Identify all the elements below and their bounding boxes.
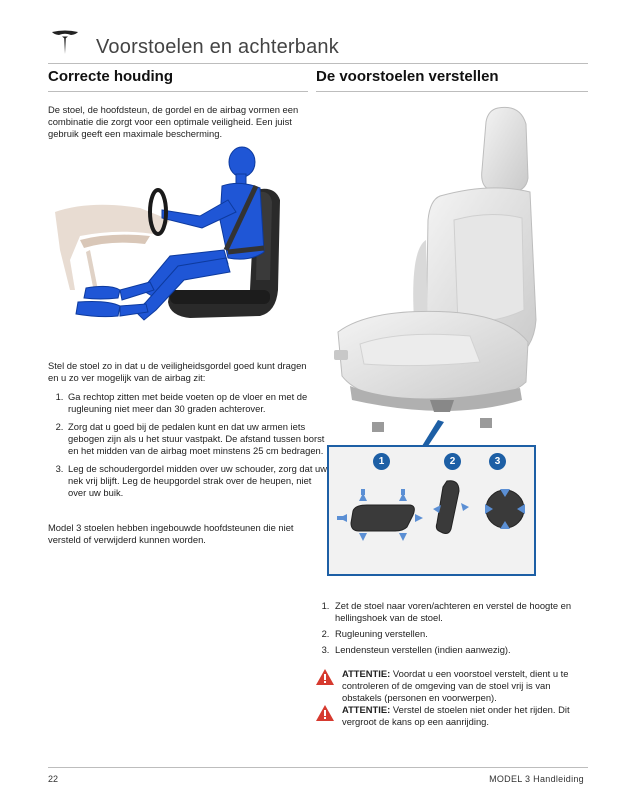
- adjust-step-3: 3. Lendensteun verstellen (indien aanwezig).: [332, 644, 594, 656]
- posture-step-1: 1. Ga rechtop zitten met beide voeten op de vloer en met de rugleuning niet meer dan 30 graden achterover.: [66, 391, 328, 415]
- lumbar-control-icon: [479, 483, 531, 535]
- manual-title: MODEL 3 Handleiding: [489, 774, 584, 784]
- control-number-2: 2: [444, 453, 461, 470]
- warning-triangle-icon: [316, 669, 334, 685]
- page-title: Voorstoelen en achterbank: [96, 36, 339, 58]
- posture-steps: [48, 391, 328, 505]
- seat-position-control-icon: [337, 483, 425, 543]
- backrest-control-icon: [425, 477, 475, 537]
- left-column: [48, 68, 308, 140]
- adjust-step-1: 1. Zet de stoel naar voren/achteren en verstel de hoogte en hellingshoek van de stoel.: [332, 600, 594, 624]
- section-heading-adjust-seats: De voorstoelen verstellen: [316, 68, 588, 92]
- warning-2-label: ATTENTIE:: [342, 704, 391, 715]
- front-seat-illustration: [330, 100, 540, 440]
- posture-illustration: [50, 140, 295, 340]
- control-number-1: 1: [373, 453, 390, 470]
- warning-2: [316, 704, 584, 728]
- adjust-step-2: 2. Rugleuning verstellen.: [332, 628, 594, 640]
- posture-step-2: 2. Zorg dat u goed bij de pedalen kunt en dat uw armen iets gebogen zijn als u het stuur vastpakt. De afstand tussen borst en het midden van de airbag moet minstens 25 cm bedragen.: [66, 421, 328, 457]
- warning-1-text: Voordat u een voorstoel verstelt, dient u te controleren of de omgeving van de stoel vrij is van obstakels (personen en voorwerpen).: [342, 668, 569, 703]
- warning-1: [316, 668, 584, 704]
- page-number: 22: [48, 774, 59, 784]
- seat-controls-diagram: [327, 445, 536, 576]
- section-heading-correct-posture: Correcte houding: [48, 68, 308, 92]
- adjust-steps: [316, 600, 594, 660]
- warning-1-label: ATTENTIE:: [342, 668, 391, 679]
- seat-adjust-paragraph: Stel de stoel zo in dat u de veiligheidsgordel goed kunt dragen en u zo ver mogelijk van de airbag zit:: [48, 360, 307, 383]
- footer-divider: [48, 767, 588, 768]
- posture-step-3: 3. Leg de schoudergordel midden over uw schouder, zorg dat uw nek vrij blijft. Leg de heupgordel strak over de heupen, niet over uw buik.: [66, 463, 328, 499]
- control-number-3: 3: [489, 453, 506, 470]
- intro-paragraph: De stoel, de hoofdsteun, de gordel en de airbag vormen een combinatie die zorgt voor een optimale veiligheid. Een juist gebruik geeft een maximale bescherming.: [48, 104, 299, 139]
- right-column: [316, 68, 588, 92]
- title-divider: [48, 63, 588, 64]
- callout-pointer: [422, 420, 444, 446]
- warning-2-text: Verstel de stoelen niet onder het rijden. Dit vergroot de kans op een aanrijding.: [342, 704, 570, 727]
- tesla-logo: [50, 30, 80, 56]
- headrest-paragraph: Model 3 stoelen hebben ingebouwde hoofdsteunen die niet versteld of verwijderd kunnen worden.: [48, 522, 294, 545]
- warning-triangle-icon: [316, 705, 334, 721]
